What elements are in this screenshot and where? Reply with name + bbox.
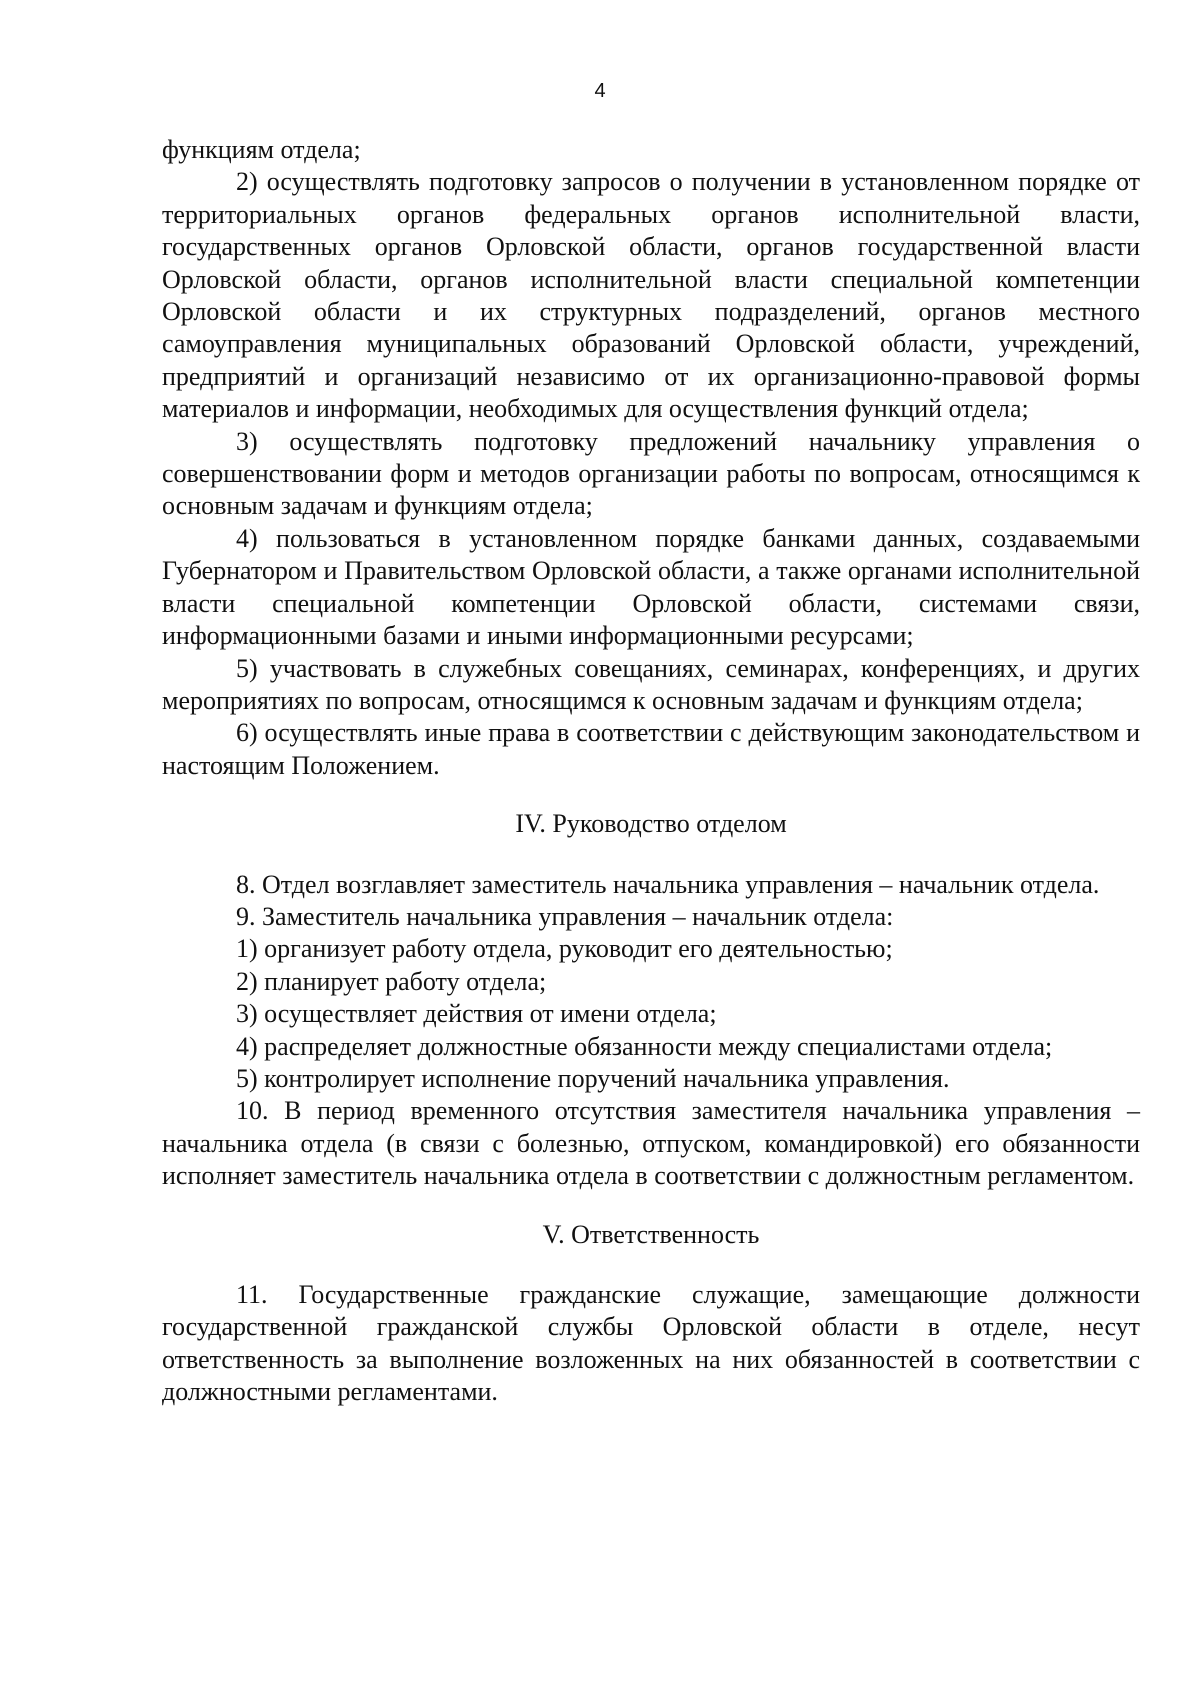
paragraph-10: 10. В период временного отсутствия заместителя начальника управления – начальника отдела (в связи с болезнью, отпуском, командировкой) его обязанности исполняет заместитель начальника отдела в соответствии с должностным регламентом. (162, 1096, 1140, 1191)
paragraph-continuation: функциям отдела; (162, 135, 361, 164)
paragraph-8: 8. Отдел возглавляет заместитель начальника управления – начальник отдела. (236, 869, 1100, 899)
paragraph-duty-2: 2) планирует работу отдела; (236, 966, 547, 996)
section-heading-iv: IV. Руководство отделом (515, 809, 787, 839)
paragraph-duty-1: 1) организует работу отдела, руководит его деятельностью; (236, 934, 893, 964)
paragraph-right-4: 4) пользоваться в установленном порядке банками данных, создаваемыми Губернатором и Правительством Орловской области, а также органами исполнительной власти специальной компетенции Орловской области, системами связи, информационными базами и иными информационными ресурсами; (162, 523, 1140, 651)
document-body (162, 134, 1140, 1409)
paragraph-right-5: 5) участвовать в служебных совещаниях, семинарах, конференциях, и других мероприятиях по вопросам, относящимся к основным задачам и функциям отдела; (162, 653, 1140, 715)
paragraph-duty-5: 5) контролирует исполнение поручений начальника управления. (236, 1063, 950, 1093)
paragraph-right-2: 2) осуществлять подготовку запросов о получении в установленном порядке от территориальных органов федеральных органов исполнительной власти, государственных органов Орловской области, органов государственной власти Орловской области, органов исполнительной власти специальной компетенции Орловской области и их структурных подразделений, органов местного самоуправления муниципальных образований Орловской области, учреждений, предприятий и организаций независимо от их организационно-правовой формы материалов и информации, необходимых для осуществления функций отдела; (162, 167, 1140, 424)
paragraph-duty-3: 3) осуществляет действия от имени отдела; (236, 999, 717, 1029)
paragraph-9: 9. Заместитель начальника управления – начальник отдела: (236, 901, 894, 931)
paragraph-right-6: 6) осуществлять иные права в соответствии с действующим законодательством и настоящим Положением. (162, 718, 1140, 780)
paragraph-duty-4: 4) распределяет должностные обязанности между специалистами отдела; (236, 1031, 1053, 1061)
paragraph-11: 11. Государственные гражданские служащие, замещающие должности государственной гражданской службы Орловской области в отделе, несут ответственность за выполнение возложенных на них обязанностей в соответствии с должностными регламентами. (162, 1280, 1140, 1407)
section-heading-v: V. Ответственность (542, 1219, 760, 1249)
page-number: 4 (594, 80, 606, 102)
paragraph-right-3: 3) осуществлять подготовку предложений начальнику управления о совершенствовании форм и методов организации работы по вопросам, относящимся к основным задачам и функциям отдела; (162, 426, 1140, 521)
